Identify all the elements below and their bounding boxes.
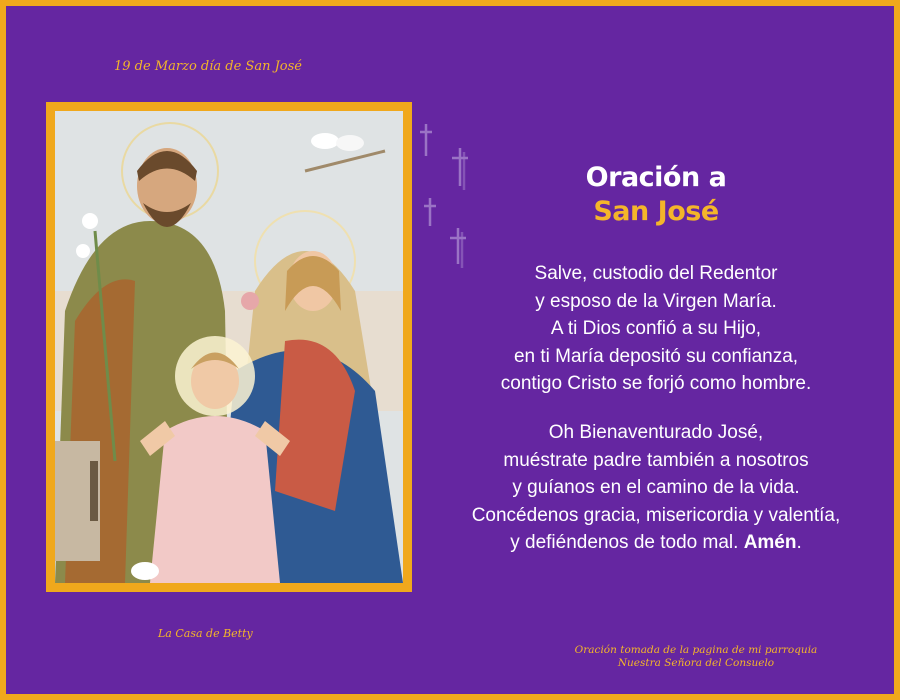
- prayer-line: y esposo de la Virgen María.: [535, 290, 777, 312]
- source-credit: [526, 644, 866, 670]
- holy-family-illustration: [55, 111, 403, 583]
- title-line-2: San José: [593, 196, 719, 227]
- author-credit: La Casa de Betty: [158, 627, 253, 640]
- holy-family-illustration-art: [55, 111, 403, 583]
- source-credit-line-2: Nuestra Señora del Consuelo: [617, 657, 775, 669]
- amen-word: Amén: [743, 532, 797, 553]
- prayer-last-line-text: y defiéndenos de todo mal.: [510, 532, 739, 553]
- prayer-line: contigo Cristo se forjó como hombre.: [500, 373, 812, 394]
- holy-family-image-frame: [46, 102, 412, 592]
- card-background: [6, 6, 894, 694]
- source-credit-line-1: Oración tomada de la pagina de mi parroquia: [574, 644, 818, 656]
- prayer-line: Salve, custodio del Redentor: [534, 263, 778, 284]
- prayer-line: A ti Dios confió a su Hijo,: [550, 318, 762, 339]
- prayer-stanza-1: [426, 260, 886, 398]
- date-caption: 19 de Marzo día de San José: [114, 59, 302, 74]
- prayer-line: y guíanos en el camino de la vida.: [512, 477, 800, 498]
- title-line-1: Oración a: [585, 162, 727, 193]
- prayer-stanza-2: [426, 419, 886, 557]
- prayer-line: muéstrate padre también a nosotros: [503, 449, 809, 471]
- amen-period: .: [796, 532, 802, 553]
- prayer-line: Concédenos gracia, misericordia y valentía,: [471, 504, 841, 526]
- prayer-line: Oh Bienaventurado José,: [548, 422, 764, 443]
- prayer-line: en ti María depositó su confianza,: [513, 345, 799, 367]
- prayer-last-line: [426, 529, 886, 557]
